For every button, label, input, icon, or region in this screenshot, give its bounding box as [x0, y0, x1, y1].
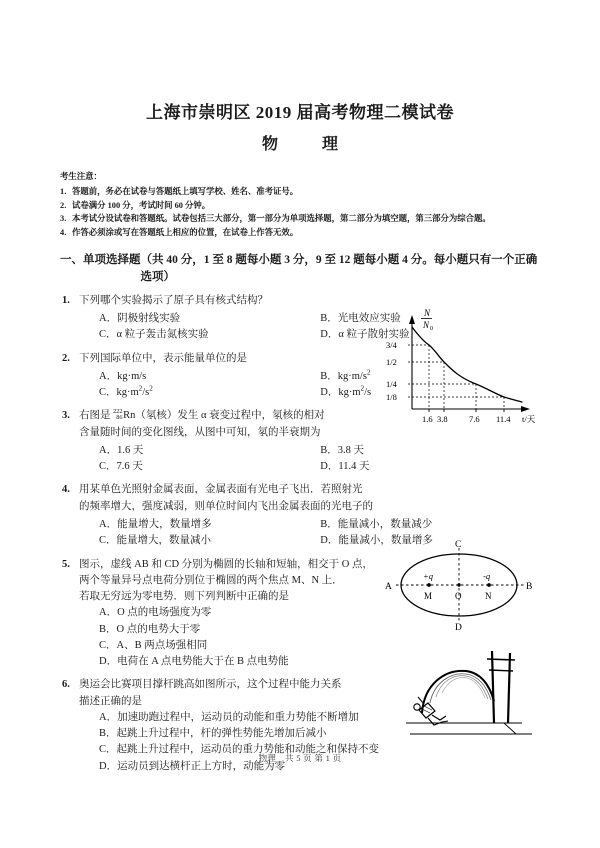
option-c[interactable]: C．能量增大，数量减小 — [99, 535, 212, 547]
option-a[interactable]: A．O 点的电场强度为零 — [99, 607, 212, 619]
question-number: 6. — [62, 679, 70, 691]
ellipse-charges-figure — [378, 538, 540, 630]
atomic-number: 86 — [116, 414, 123, 422]
element-symbol: Rn — [123, 410, 136, 422]
x-axis-label: t/天 — [522, 414, 536, 424]
decay-curve-svg — [372, 305, 540, 430]
option-c[interactable]: C．α 粒子轰击氮核实验 — [99, 329, 209, 341]
notice-number: 2. — [60, 200, 67, 210]
notice-heading: 考生注意： — [60, 172, 102, 182]
pole-vault-figure — [404, 637, 540, 745]
question-stem-line2: 含量随时间的变化图线，从图中可知，氡的半衰期为 — [79, 426, 321, 438]
label-A: A — [385, 582, 392, 592]
option-a[interactable]: A．加速助跑过程中，运动员的动能和重力势能不断增加 — [99, 711, 359, 723]
y-axis-denominator: N — [423, 320, 430, 330]
option-a[interactable]: A．阴极射线实验 — [99, 313, 181, 325]
option-c[interactable]: C．起跳上升过程中，运动员的重力势能和动能之和保持不变 — [99, 744, 380, 756]
option-b[interactable]: B．$kg\cdot m/s^2$ — [320, 368, 371, 382]
option-c[interactable]: C．7.6 天 — [99, 461, 143, 473]
option-d[interactable]: D．能量减小，数量增多 — [320, 535, 433, 547]
option-c[interactable]: C．A、B 两点场强相同 — [99, 639, 208, 651]
subject-title: 物 理 — [261, 136, 352, 154]
notice-item — [60, 212, 540, 226]
notice-item — [60, 226, 540, 240]
notice-item — [60, 185, 540, 199]
option-d[interactable]: D．11.4 天 — [320, 461, 370, 473]
question-stem-line2: 描述正确的是 — [79, 695, 142, 707]
page-footer: 物理 共 5 页 第 1 页 — [258, 753, 342, 763]
options-group — [79, 443, 540, 476]
label-O: O — [455, 591, 462, 601]
option-d[interactable]: D．$kg\cdot m^2/s$ — [320, 384, 372, 399]
label-B: B — [526, 582, 533, 592]
x-tick-label-1: 1.6 — [422, 414, 433, 424]
question-number: 3. — [62, 410, 70, 422]
option-d[interactable]: D．α 粒子散射实验 — [320, 329, 410, 341]
question-stem: 用某单色光照射金属表面，金属表面有光电子飞出．若照射光 — [79, 484, 363, 496]
option-b[interactable]: B．能量减小，数量减少 — [320, 518, 433, 530]
notice-text: 本考试分设试卷和答题纸。试卷包括三大部分，第一部分为单项选择题，第二部分为填空题，第三部分为综合题。 — [72, 214, 491, 224]
notice-number: 1. — [60, 187, 67, 196]
question-stem: 图示，虚线 AB 和 CD 分别为椭圆的长轴和短轴，相交于 O 点， — [79, 558, 374, 570]
section-description: （共 40 分，1 至 8 题每小题 3 分，9 至 12 题每小题 4 分。每小题只有一个正确选项） — [140, 254, 538, 284]
option-d[interactable]: D．运动员到达横杆正上方时，动能为零 — [99, 760, 286, 772]
center-dot — [457, 583, 460, 586]
option-b[interactable]: B．O 点的电势大于零 — [99, 623, 201, 635]
radon-decay-curve-figure — [372, 305, 540, 430]
question-stem: 下列哪个实验揭示了原子具有核式结构？ — [79, 294, 268, 306]
question-stem: 下列国际单位中，表示能量单位的是 — [79, 352, 247, 364]
notice-number: 4. — [60, 227, 67, 237]
option-b[interactable]: B．光电效应实验 — [320, 313, 401, 325]
notice-text: 作答必须涂或写在答题纸上相应的位置，在试卷上作答无效。 — [72, 227, 299, 237]
athlete-figure — [414, 697, 448, 725]
mass-number: 222 — [113, 408, 123, 416]
label-M: M — [424, 591, 433, 601]
option-a[interactable]: A．1.6 天 — [99, 444, 144, 456]
page-title: 上海市崇明区 2019 届高考物理二模试卷 — [146, 103, 454, 122]
notice-text: 答题前，务必在试卷与答题纸上填写学校、姓名、准考证号。 — [72, 187, 299, 196]
option-a[interactable]: A．kg·m/s — [99, 370, 147, 382]
y-tick-label-1-8: 1/8 — [386, 392, 397, 402]
candidate-notice — [60, 170, 540, 239]
y-tick-label-1-4: 1/4 — [386, 379, 397, 389]
option-d[interactable]: D．电荷在 A 点电势能大于在 B 点电势能 — [99, 656, 289, 668]
notice-number: 3. — [60, 214, 67, 224]
y-axis-numerator: N — [424, 308, 431, 318]
charge-dot-left — [427, 583, 431, 587]
notice-text: 试卷满分 100 分，考试时间 60 分钟。 — [72, 200, 211, 210]
y-tick-label-3-4: 3/4 — [386, 340, 397, 350]
stem-post: （氡核）发生 α 衰变过程中，氡核的相对 — [135, 410, 325, 422]
question-number: 5. — [62, 558, 70, 570]
label-charge-positive: +q — [423, 571, 433, 581]
stem-pre: 右图是 — [79, 410, 114, 422]
question-stem: 奥运会比赛项目撑杆跳高如图所示，这个过程中能力关系 — [79, 679, 342, 691]
x-tick-label-2: 3.8 — [437, 414, 448, 424]
x-tick-label-4: 11.4 — [496, 414, 511, 424]
label-charge-negative: -q — [483, 571, 491, 581]
ellipse-diagram-svg — [378, 538, 540, 630]
question-stem-line3: 若取无穷远为零电势．则下列判断中正确的是 — [79, 591, 289, 603]
label-C: C — [455, 540, 462, 550]
option-b[interactable]: B．3.8 天 — [320, 444, 365, 456]
label-D: D — [455, 623, 462, 630]
pole-vault-svg — [404, 637, 540, 745]
label-N: N — [485, 591, 492, 601]
x-tick-label-3: 7.6 — [469, 414, 480, 424]
question-stem-line2: 两个等量异号点电荷分别位于椭圆的两个焦点 M、N 上． — [79, 574, 343, 586]
option-a[interactable]: A．能量增大，数量增多 — [99, 518, 212, 530]
notice-item — [60, 199, 540, 213]
section-label: 一、单项选择题 — [60, 254, 141, 267]
y-axis-denominator-sub: 0 — [430, 326, 433, 332]
section-heading — [60, 252, 540, 285]
question-number: 2. — [62, 352, 70, 364]
charge-dot-right — [487, 583, 491, 587]
isotope-notation — [113, 409, 122, 422]
option-c[interactable]: C．$kg\cdot m^2/s^2$ — [99, 384, 153, 399]
question-number: 4. — [62, 484, 70, 496]
y-tick-label-1-2: 1/2 — [386, 357, 397, 367]
question-number: 1. — [62, 294, 70, 306]
option-b[interactable]: B．起跳上升过程中，杆的弹性势能先增加后减小 — [99, 728, 327, 740]
question-stem-line2: 的频率增大，强度减弱，则单位时间内飞出金属表面的光电子的 — [79, 500, 373, 512]
